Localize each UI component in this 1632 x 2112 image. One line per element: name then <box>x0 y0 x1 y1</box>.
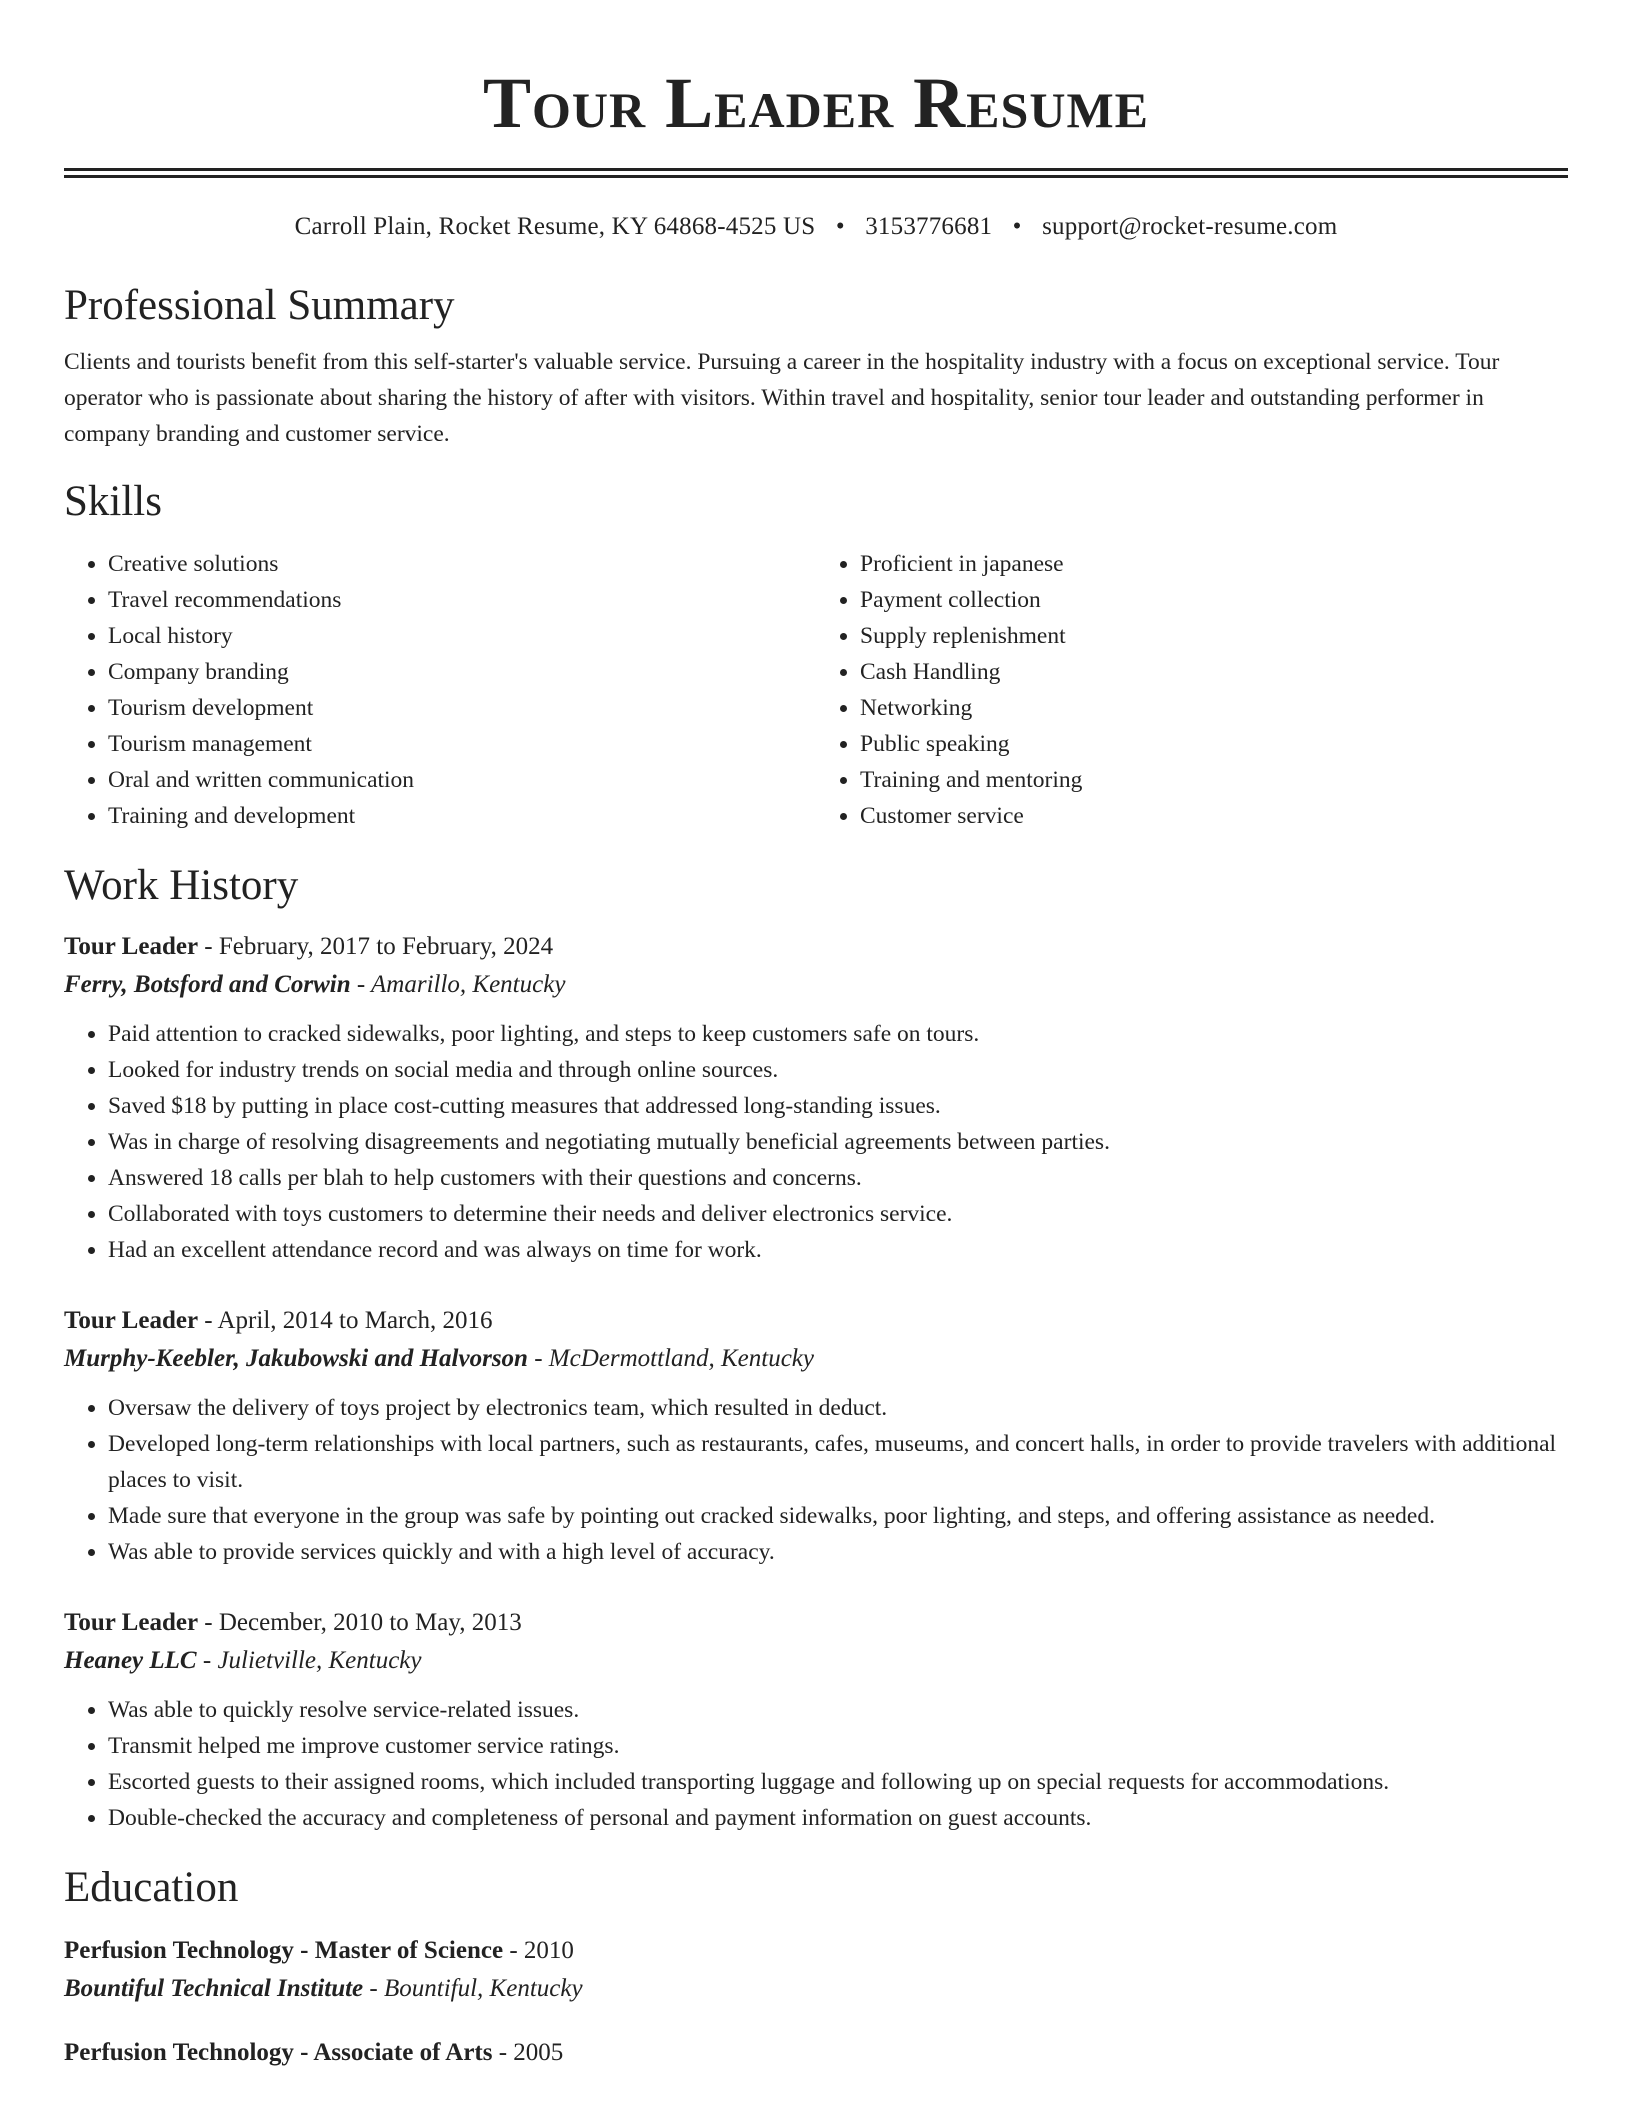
education-year: 2010 <box>523 1937 574 1964</box>
job-entry <box>64 928 1568 1268</box>
job-title: Tour Leader <box>64 1307 199 1334</box>
education-school-line: Bountiful Technical Institute - Bountiful, Kentucky <box>64 1975 583 2002</box>
job-title: Tour Leader <box>64 1609 199 1636</box>
skill-item: • Supply replenishment <box>860 618 1568 654</box>
education-degree: Perfusion Technology - Master of Science <box>64 1937 504 1964</box>
education-header: Perfusion Technology - Master of Science - 2010 <box>64 1937 574 1964</box>
contact-address: Carroll Plain, Rocket Resume, KY 64868-4525 US <box>294 213 816 240</box>
education-header: Perfusion Technology - Associate of Arts - 2005 <box>64 2039 564 2066</box>
job-bullet: • Double-checked the accuracy and completeness of personal and payment information on guest accounts. <box>108 1800 1568 1836</box>
skills-list-right <box>816 546 1568 834</box>
job-bullet: • Was able to provide services quickly and with a high level of accuracy. <box>108 1534 1568 1570</box>
contact-separator: • <box>835 213 845 240</box>
education-location: Bountiful, Kentucky <box>384 1975 583 2002</box>
job-bullet: • Escorted guests to their assigned rooms, which included transporting luggage and following up on special requests for accommodations. <box>108 1764 1568 1800</box>
education-school: Bountiful Technical Institute <box>64 1975 364 2002</box>
job-bullets <box>64 1692 1568 1836</box>
job-header: Tour Leader - December, 2010 to May, 2013 <box>64 1609 522 1636</box>
job-company-line: Heaney LLC - Julietville, Kentucky <box>64 1647 422 1674</box>
skill-item: • Tourism management <box>108 726 816 762</box>
job-company: Murphy-Keebler, Jakubowski and Halvorson <box>64 1345 528 1372</box>
skill-item: • Networking <box>860 690 1568 726</box>
skill-item: • Creative solutions <box>108 546 816 582</box>
job-header: Tour Leader - February, 2017 to February, 2024 <box>64 933 554 960</box>
education-entry <box>64 1932 1568 2008</box>
job-dates: December, 2010 to May, 2013 <box>218 1609 522 1636</box>
skills-columns <box>64 546 1568 834</box>
skill-item: • Cash Handling <box>860 654 1568 690</box>
resume-page <box>64 0 1568 2072</box>
skill-item: • Training and mentoring <box>860 762 1568 798</box>
job-header: Tour Leader - April, 2014 to March, 2016 <box>64 1307 493 1334</box>
section-heading-summary: Professional Summary <box>64 282 455 329</box>
job-bullet: • Transmit helped me improve customer service ratings. <box>108 1728 1568 1764</box>
skill-item: • Payment collection <box>860 582 1568 618</box>
job-bullet: • Paid attention to cracked sidewalks, poor lighting, and steps to keep customers safe on tours. <box>108 1016 1568 1052</box>
skill-item: • Company branding <box>108 654 816 690</box>
resume-title: Tour Leader Resume <box>483 63 1149 143</box>
contact-phone: 3153776681 <box>865 213 993 240</box>
education-entry <box>64 2034 1568 2072</box>
skill-item: • Proficient in japanese <box>860 546 1568 582</box>
job-entry <box>64 1604 1568 1836</box>
skill-item: • Tourism development <box>108 690 816 726</box>
job-bullet: • Answered 18 calls per blah to help customers with their questions and concerns. <box>108 1160 1568 1196</box>
title-double-rule <box>64 168 1568 178</box>
section-heading-skills: Skills <box>64 478 162 525</box>
section-heading-work-history: Work History <box>64 862 299 909</box>
job-bullet: • Collaborated with toys customers to determine their needs and deliver electronics service. <box>108 1196 1568 1232</box>
job-bullet: • Had an excellent attendance record and was always on time for work. <box>108 1232 1568 1268</box>
contact-email: support@rocket-resume.com <box>1042 213 1338 240</box>
skills-list-left <box>64 546 816 834</box>
job-bullets <box>64 1390 1568 1570</box>
job-location: Amarillo, Kentucky <box>371 971 566 998</box>
skill-item: • Local history <box>108 618 816 654</box>
job-title: Tour Leader <box>64 933 199 960</box>
job-bullet: • Was in charge of resolving disagreements and negotiating mutually beneficial agreements between parties. <box>108 1124 1568 1160</box>
job-entry <box>64 1302 1568 1570</box>
skill-item: • Public speaking <box>860 726 1568 762</box>
job-bullets <box>64 1016 1568 1268</box>
education-year: 2005 <box>513 2039 564 2066</box>
section-heading-education: Education <box>64 1864 239 1911</box>
job-location: Julietville, Kentucky <box>217 1647 422 1674</box>
job-company: Heaney LLC <box>64 1647 197 1674</box>
job-dates: February, 2017 to February, 2024 <box>218 933 554 960</box>
skill-item: • Travel recommendations <box>108 582 816 618</box>
job-company: Ferry, Botsford and Corwin <box>64 971 351 998</box>
skill-item: • Oral and written communication <box>108 762 816 798</box>
job-bullet: • Saved $18 by putting in place cost-cutting measures that addressed long-standing issues. <box>108 1088 1568 1124</box>
education-degree: Perfusion Technology - Associate of Arts <box>64 2039 493 2066</box>
job-bullet: • Made sure that everyone in the group was safe by pointing out cracked sidewalks, poor lighting, and steps, and offering assistance as needed. <box>108 1498 1568 1534</box>
job-company-line: Murphy-Keebler, Jakubowski and Halvorson - McDermottland, Kentucky <box>64 1345 814 1372</box>
job-bullet: • Looked for industry trends on social media and through online sources. <box>108 1052 1568 1088</box>
job-dates: April, 2014 to March, 2016 <box>217 1307 493 1334</box>
skill-item: • Customer service <box>860 798 1568 834</box>
job-bullet: • Was able to quickly resolve service-related issues. <box>108 1692 1568 1728</box>
summary-text: Clients and tourists benefit from this self-starter's valuable service. Pursuing a career in the hospitality industry with a focus on exceptional service. Tour operator who is passionate about sharing the history of after with visitors. Within travel and hospitality, senior tour leader and outstanding performer in company branding and customer service. <box>64 349 1500 447</box>
contact-separator: • <box>1012 213 1022 240</box>
contact-line <box>64 210 1568 244</box>
job-bullet: • Oversaw the delivery of toys project by electronics team, which resulted in deduct. <box>108 1390 1568 1426</box>
job-company-line: Ferry, Botsford and Corwin - Amarillo, Kentucky <box>64 971 566 998</box>
skill-item: • Training and development <box>108 798 816 834</box>
job-location: McDermottland, Kentucky <box>548 1345 814 1372</box>
job-bullet: • Developed long-term relationships with local partners, such as restaurants, cafes, museums, and concert halls, in order to provide travelers with additional places to visit. <box>108 1426 1568 1498</box>
